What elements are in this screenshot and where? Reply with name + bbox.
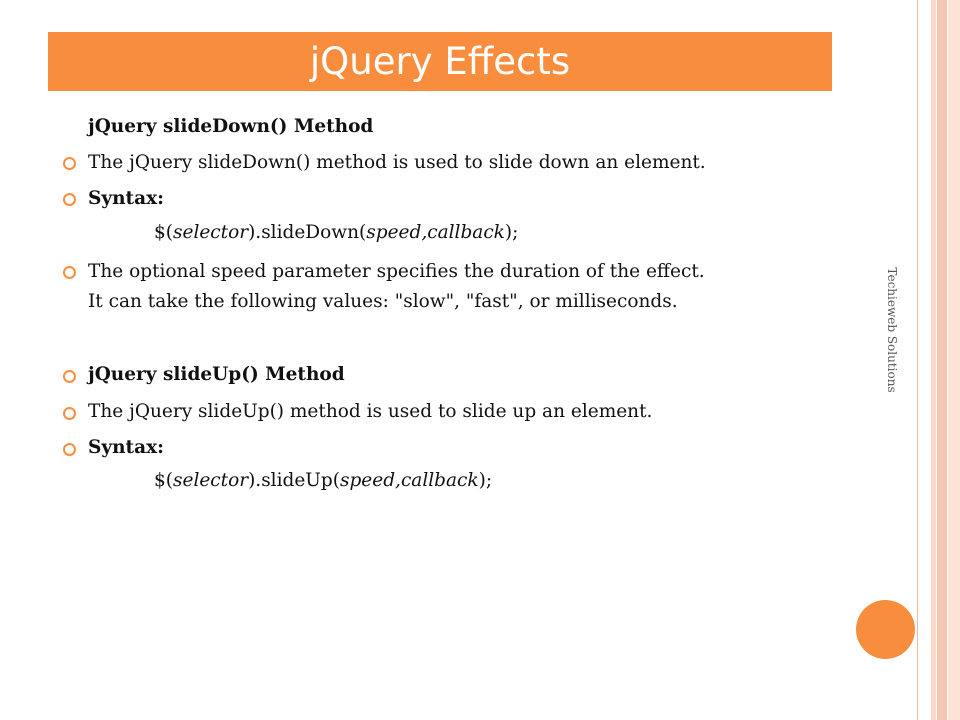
syntax-prefix: $( [154, 470, 173, 491]
syntax-method: ).slideDown( [248, 222, 367, 243]
syntax-callback: callback [400, 470, 479, 491]
speed-note-line2: It can take the following values: "slow", "fast", or milliseconds. [88, 291, 678, 312]
slide-title: jQuery Effects [309, 40, 571, 83]
slideup-syntax-label: Syntax: [88, 437, 164, 458]
bullet-icon [63, 370, 76, 383]
bullet-icon [63, 407, 76, 420]
slidedown-syntax-label: Syntax: [88, 188, 164, 209]
decor-stripe [948, 0, 960, 720]
syntax-prefix: $( [154, 222, 173, 243]
bullet-icon [63, 266, 76, 279]
syntax-selector: selector [173, 470, 249, 491]
syntax-suffix: ); [504, 222, 519, 243]
syntax-comma: , [395, 470, 401, 491]
syntax-suffix: ); [478, 470, 493, 491]
decor-stripe [937, 0, 947, 720]
syntax-callback: callback [427, 222, 505, 243]
syntax-speed: speed [339, 470, 396, 491]
side-label-text: Techieweb Solutions [885, 267, 899, 393]
syntax-speed: speed [366, 222, 422, 243]
slidedown-syntax-code [154, 222, 518, 243]
slideup-syntax-code [154, 470, 492, 491]
slideup-description: The jQuery slideUp() method is used to slide up an element. [88, 401, 653, 422]
slideup-heading: jQuery slideUp() Method [88, 364, 345, 385]
syntax-method: ).slideUp( [248, 470, 340, 491]
syntax-comma: , [421, 222, 428, 243]
frame-divider-line [917, 0, 918, 720]
slidedown-heading: jQuery slideDown() Method [88, 116, 374, 137]
title-bar [48, 32, 832, 91]
bullet-icon [63, 193, 76, 206]
speed-note-line1: The optional speed parameter specifies the duration of the effect. [88, 261, 705, 282]
decor-stripe [931, 0, 936, 720]
bullet-icon [63, 157, 76, 170]
slidedown-description: The jQuery slideDown() method is used to slide down an element. [88, 152, 706, 173]
syntax-selector: selector [173, 222, 249, 243]
decorative-circle [856, 600, 915, 659]
bullet-icon [63, 443, 76, 456]
